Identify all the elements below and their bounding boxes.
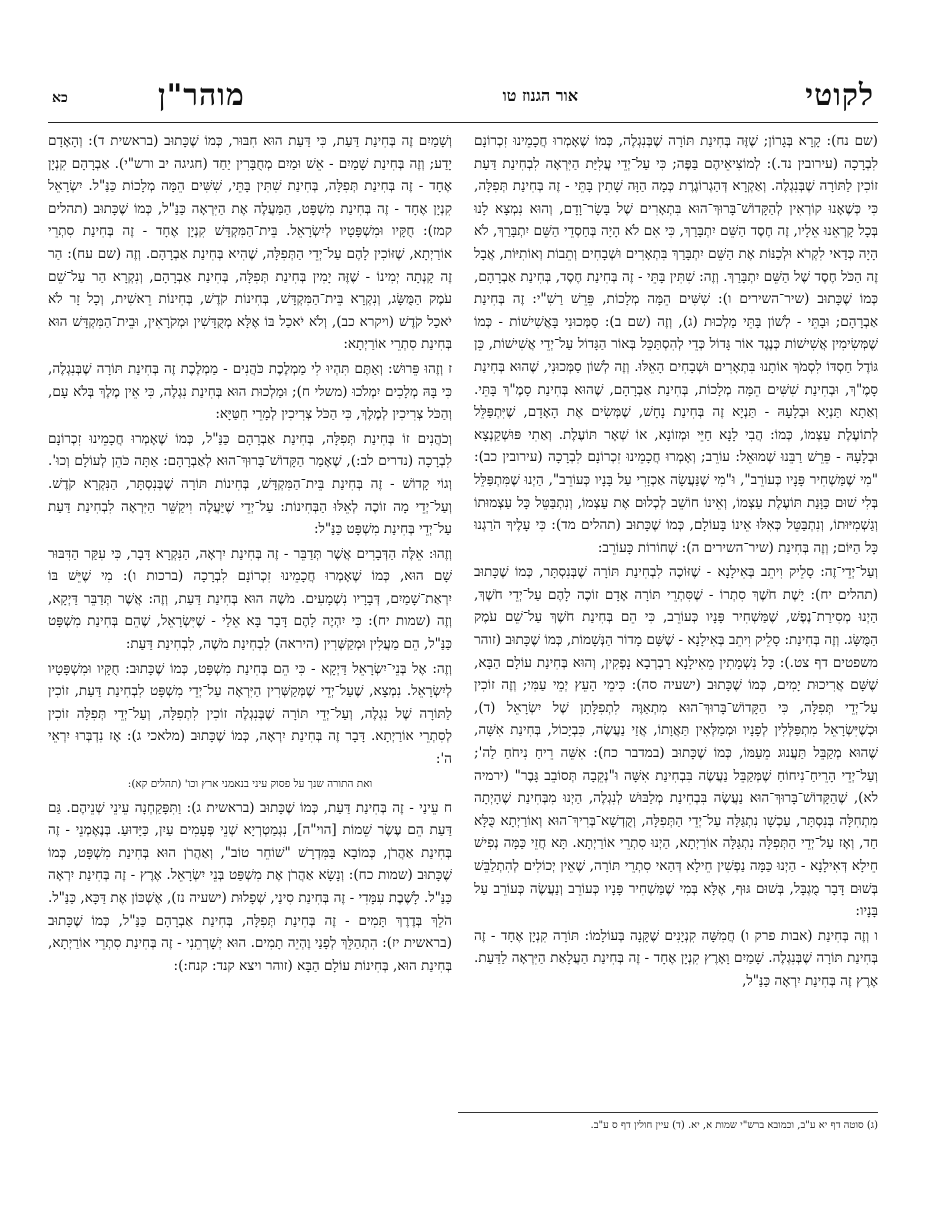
paragraph: וְכֹהֲנִים זוֹ בְּחִינַת תְּפִלָּה, בְּחִינַת אַבְרָהָם כַּנַּ"ל, כְּמוֹ שֶׁאָמְרוּ חֲכָמֵינוּ זִכְרוֹנָם לִבְרָכָה (נדרים לב:), שֶׁאָמַר הַקָּדוֹשׁ־בָּרוּךְ־הוּא לְאַבְרָהָם: אַתָּה כֹּהֵן לְעוֹלָם וְכוּ'. וְגוֹי קָדוֹשׁ - זֶה בְּחִינַת בֵּית־הַמִּקְדָּשׁ, בְּחִינוֹת תּוֹרָה שֶׁבְּנִסְתָּר, הַנִּקְרָא קֹדֶשׁ. וְעַל־יְדֵי מָה זוֹכֶה לְאֵלּוּ הַבְּחִינוֹת: עַל־יְדֵי שֶׁיַּעֲלֶה וִיקַשֵּׁר הַיִּרְאָה לִבְחִינַת דַּעַת עַל־יְדֵי בְּחִינַת מִשְׁפָּט כַּנַּ"ל: — [48, 430, 452, 538]
paragraph: וְזֶהוּ: אֵלֶּה הַדְּבָרִים אֲשֶׁר תְּדַבֵּר - זֶה בְּחִינַת יִרְאָה, הַנִּקְרָא דָּבָר, כִּי עִקַּר הַדִּבּוּר שָׁם הוּא, כְּמוֹ שֶׁאָמְרוּ חֲכָמֵינוּ זִכְרוֹנָם לִבְרָכָה (ברכות ו): מִי שֶׁיֵּשׁ בּוֹ יִרְאַת־שָׁמַיִם, דְּבָרָיו נִשְׁמָעִים. מֹשֶׁה הוּא בְּחִינַת דַּעַת, וְזֶה: אֲשֶׁר תְּדַבֵּר דַּיְקָא, וְזֶה (שמות יח): כִּי יִהְיֶה לָהֶם דָּבָר בָּא אֵלַי - שֶׁיִּשְׂרָאֵל, שֶׁהֵם בְּחִינַת מִשְׁפָּט כַּנַּ"ל, הֵם מַעֲלִין וּמְקַשְּׁרִין (היראה) לִבְחִינַת מֹשֶׁה, לִבְחִינַת דַּעַת: — [48, 545, 452, 653]
footnote-rule — [458, 1112, 878, 1113]
page-header — [48, 78, 878, 118]
paragraph: וְשָׁמַיִם זֶה בְּחִינַת דַּעַת, כִּי דַּעַת הוּא חִבּוּר, כְּמוֹ שֶׁכָּתוּב (בראשית ד): וְהָאָדָם יָדַע; וְזֶה בְּחִינַת שָׁמַיִם - אֵשׁ וּמַיִם מְחֻבָּרִין יַחַד (חגיגה יב ורש"י). אַבְרָהָם קִנְיָן אֶחָד - זֶה בְּחִינַת תְּפִלָּה, בְּחִינַת שִׁתִּין בָּתֵּי, שִׁשִּׁים הֵמָּה מְלָכוֹת כַּנַּ"ל. יִשְׂרָאֵל קִנְיָן אֶחָד - זֶה בְּחִינַת מִשְׁפָּט, הַמַּעֲלֶה אֶת הַיִּרְאָה כַּנַּ"ל, כְּמוֹ שֶׁכָּתוּב (תהלים קמז): חֻקָּיו וּמִשְׁפָּטָיו לְיִשְׂרָאֵל. בֵּית־הַמִּקְדָּשׁ קִנְיָן אֶחָד - זֶה בְּחִינַת סִתְרֵי אוֹרַיְתָא, שֶׁזּוֹכִין לָהֶם עַל־יְדֵי הַתְּפִלָּה, שֶׁהִיא בְּחִינַת אַבְרָהָם. וְזֶה (שם עח): הַר זֶה קָנְתָה יְמִינוֹ - שֶׁזֶּה יָמִין בְּחִינַת תְּפִלָּה, בְּחִינַת אַבְרָהָם, וְנִקְרָא הַר עַל־שֵׁם עֹמֶק הַמֻּשָּׂג, וְנִקְרָא בֵּית־הַמִּקְדָּשׁ, בְּחִינוֹת קֹדֶשׁ, בְּחִינוֹת רֵאשִׁית, וְכָל זָר לֹא יֹאכַל קֹדֶשׁ (ויקרא כב), וְלֹא יֹאכַל בּוֹ אֶלָּא מְקֻדָּשִׁין וּמְקֹרָאִין, וּבֵית־הַמִּקְדָּשׁ הוּא בְּחִינַת סִתְרֵי אוֹרַיְתָא: — [48, 133, 452, 353]
text-columns — [48, 130, 878, 1090]
header-rule — [48, 122, 878, 123]
footnotes: (ג) סוטה דף יא ע"ב, וכמובא ברש"י שמות א, יא. (ד) עיין חולין דף ס ע"ב. — [590, 1120, 878, 1131]
paragraph: וְעַל־יְדֵי־זֶה: סָלֵיק וִיתֵב בְּאִילָנָא - שֶׁזּוֹכֶה לִבְחִינַת תּוֹרָה שֶׁבְּנִסְתָּר, כְּמוֹ שֶׁכָּתוּב (תהלים יח): יָשֶׁת חֹשֶׁךְ סִתְרוֹ - שֶׁסִּתְרֵי תּוֹרָה אָדָם זוֹכֶה לָהֶם עַל־יְדֵי חֹשֶׁךְ, הַיְנוּ מְסִירַת־נֶפֶשׁ, שֶׁמַּשְׁחִיר פָּנָיו כְּעוֹרֵב, כִּי הֵם בְּחִינַת חֹשֶׁךְ עַל־שֵׁם עֹמֶק הַמֻּשָּׂג. וְזֶה בְּחִינַת: סָלֵיק וִיתֵב בְּאִילָנָא - שֶׁשָּׁם מָדוֹר הַנְּשָׁמוֹת, כְּמוֹ שֶׁכָּתוּב (זוהר משפטים דף צט.): כָּל נִשְׁמָתִין מֵאִילָנָא רַבְרְבָא נָפְקִין, וְהוּא בְּחִינַת עוֹלָם הַבָּא, שֶׁשָּׁם אֲרִיכוּת יָמִים, כְּמוֹ שֶׁכָּתוּב (ישעיה סה): כִּימֵי הָעֵץ יְמֵי עַמִּי; וְזֶה זוֹכִין עַל־יְדֵי תְּפִלָּה, כִּי הַקָּדוֹשׁ־בָּרוּךְ־הוּא מִתְאַוֶּה לִתְפִלָּתָן שֶׁל יִשְׂרָאֵל (ד), וּכְשֶׁיִּשְׂרָאֵל מִתְפַּלְּלִין לְפָנָיו וּמְמַלְּאִין תַּאֲוָתוֹ, אֲזַי נַעֲשֶׂה, כִּבְיָכוֹל, בְּחִינַת אִשָּׁה, שֶׁהוּא מְקַבֵּל תַּעֲנוּג מֵעַמּוֹ, כְּמוֹ שֶׁכָּתוּב (במדבר כח): אִשֵּׁה רֵיחַ נִיחֹחַ לַה'; וְעַל־יְדֵי הָרֵיחַ־נִיחוֹחַ שֶׁמְּקַבֵּל נַעֲשֶׂה בִּבְחִינַת אִשָּׁה וּ"נְקֵבָה תְּסוֹבֵב גָּבֶר" (ירמיה לא), שֶׁהַקָּדוֹשׁ־בָּרוּךְ־הוּא נַעֲשֶׂה בִּבְחִינַת מְלַבּוּשׁ לְנִגְלֶה, הַיְנוּ מִבְּחִינַת שֶׁהָיְתָה מִתְחִלָּה בְּנִסְתָּר, עַכְשָׁו נִתְגַּלָּה עַל־יְדֵי הַתְּפִלָּה, וְקֻדְשָׁא־בְּרִיךְ־הוּא וְאוֹרַיְתָא כֻּלָּא חַד, וְאָז עַל־יְדֵי הַתְּפִלָּה נִתְגַּלָּה אוֹרַיְתָא, הַיְנוּ סִתְרֵי אוֹרַיְתָא. תָּא חֲזֵי כַּמָּה נְפִישׁ חֵילָא דְּאִילָנָא - הַיְנוּ כַּמָּה נַפְשִׁין חֵילָא דְּהַאי סִתְרֵי תּוֹרָה, שֶׁאֵין יְכוֹלִים לְהִתְלַבֵּשׁ בְּשׁוּם דָּבָר מֻגְבָּל, בְּשׁוּם גּוּף, אֶלָּא בְּמִי שֶׁמַּשְׁחִיר פָּנָיו כְּעוֹרֵב וְנַעֲשֶׂה כְּעוֹרֵב עַל בָּנָיו: — [474, 564, 878, 920]
running-head: אור הגנוז טו — [502, 86, 578, 105]
paragraph: (שם נח): קָרָא בְּגָרוֹן; שֶׁזֶּה בְּחִינַת תּוֹרָה שֶׁבְּנִגְלֶה, כְּמוֹ שֶׁאָמְרוּ חֲכָמֵינוּ זִכְרוֹנָם לִבְרָכָה (עירובין נד.): לְמוֹצִיאֵיהֶם בַּפֶּה; כִּי עַל־יְדֵי עֲלִיַּת הַיִּרְאָה לִבְחִינַת דַּעַת זוֹכִין לַתּוֹרָה שֶׁבְּנִגְלֶה. וְאַקְרָא דְּהַגְרוֹגֶרֶת כְּמָה הַוָּה שָׁתִין בָּתֵּי - זֶה בְּחִינַת תְּפִלָּה, כִּי כְּשֶׁאָנוּ קוֹרְאִין לְהַקָּדוֹשׁ־בָּרוּךְ־הוּא בִּתְאָרִים שֶׁל בָּשָׂר־וָדָם, וְהוּא נִמְצָא לָנוּ בְּכָל קָרְאֵנוּ אֵלָיו, זֶה חֶסֶד הַשֵּׁם יִתְבָּרַךְ, כִּי אִם לֹא הָיָה בְּחַסְדֵי הַשֵּׁם יִתְבָּרַךְ, לֹא הָיָה כְּדַאי לִקְרֹא וּלְכַנּוֹת אֶת הַשֵּׁם יִתְבָּרַךְ בִּתְאָרִים וּשְׁבָחִים וְתֵבוֹת וְאוֹתִיּוֹת, אֲבָל זֶה הַכֹּל חֶסֶד שֶׁל הַשֵּׁם יִתְבָּרַךְ. וְזֶה: שִׁתִּין בָּתֵּי - זֶה בְּחִינַת חֶסֶד, בְּחִינַת אַבְרָהָם, כְּמוֹ שֶׁכָּתוּב (שיר־השירים ו): שִׁשִּׁים הֵמָּה מְלָכוֹת, פֵּרֵשׁ רַשִׁ"י: זֶה בְּחִינַת אַבְרָהָם; וּבָתֵּי - לְשׁוֹן בָּתֵּי מַלְכוּת (ג), וְזֶה (שם ב): סַמְּכוּנִי בָּאֲשִׁישׁוֹת - כְּמוֹ שֶׁמְּשִׂימִין אֲשִׁישׁוֹת כְּנֶגֶד אוֹר גָּדוֹל כְּדֵי לְהִסְתַּכֵּל בְּאוֹר הַגָּדוֹל עַל־יְדֵי אֲשִׁישׁוֹת, כֵּן גּוֹדֶל חַסְדּוֹ לִסְמֹךְ אוֹתָנוּ בִּתְאָרִים וּשְׁבָחִים הָאֵלּוּ. וְזֶה לְשׁוֹן סַמְּכוּנִי, שֶׁהוּא בְּחִינַת סָמֶ"ךְ, וּבְחִינַת שִׁשִּׁים הֵמָּה מְלָכוֹת, בְּחִינַת אַבְרָהָם, שֶׁהוּא בְּחִינַת סָמֶ"ךְ בָּתֵּי. וְאַתָא תַּנְיָא וּבְלָעָהּ - תַּנְיָא זֶה בְּחִינַת נָחָשׁ, שֶׁמְּשִׂים אֶת הָאָדָם, שֶׁיִּתְפַּלֵּל לְתוֹעֶלֶת עַצְמוֹ, כְּמוֹ: הֲבִי לָנָא חַיֵּי וּמְזוֹנָא, אוֹ שְׁאָר תּוֹעֶלֶת. וְאַתִי פּוּשְׁקַנְצָא וּבְלָעָהּ - פֵּרֵשׁ רַבֵּנוּ שְׁמוּאֵל: עוֹרֵב; וְאָמְרוּ חֲכָמֵינוּ זִכְרוֹנָם לִבְרָכָה (עירובין כב): "מִי שֶׁמַּשְׁחִיר פָּנָיו כְּעוֹרֵב", וּ"מִי שֶׁנַּעֲשָׂה אַכְזָרִי עַל בָּנָיו כְּעוֹרֵב", הַיְנוּ שֶׁמִּתְפַּלֵּל בְּלִי שׁוּם כַּוָּנַת תּוֹעֶלֶת עַצְמוֹ, וְאֵינוֹ חוֹשֵׁב לְכְלוּם אֶת עַצְמוֹ, וְנִתְבַּטֵּל כָּל עַצְמוּתוֹ וְגַשְׁמִיּוּתוֹ, וְנִתְבַּטֵּל כְּאִלּוּ אֵינוֹ בָּעוֹלָם, כְּמוֹ שֶׁכָּתוּב (תהלים מד): כִּי עָלֶיךָ הֹרַגְנוּ כָּל הַיּוֹם; וְזֶה בְּחִינַת (שיר־השירים ה): שְׁחוֹרוֹת כָּעוֹרֵב: — [474, 133, 878, 556]
paragraph: וְזֶה: אֶל בְּנֵי־יִשְׂרָאֵל דַּיְקָא - כִּי הֵם בְּחִינַת מִשְׁפָּט, כְּמוֹ שֶׁכָּתוּב: חֻקָּיו וּמִשְׁפָּטָיו לְיִשְׂרָאֵל. נִמְצָא, שֶׁעַל־יְדֵי שֶׁמְּקַשְּׁרִין הַיִּרְאָה עַל־יְדֵי מִשְׁפָּט לִבְחִינַת דַּעַת, זוֹכִין לַתּוֹרָה שֶׁל נִגְלֶה, וְעַל־יְדֵי תּוֹרָה שֶׁבְּנִגְלֶה זוֹכִין לִתְפִלָּה, וְעַל־יְדֵי תְּפִלָּה זוֹכִין לְסִתְרֵי אוֹרַיְתָא. דָּבָר זֶה בְּחִינַת יִרְאָה, כְּמוֹ שֶׁכָּתוּב (מלאכי ג): אָז נִדְבְּרוּ יִרְאֵי ה': — [48, 660, 452, 768]
section-heading: ואת התורה שנך על פסוק עיני בנאמני ארץ וכו' (תהלים קא): — [127, 777, 373, 790]
book-title-left: מוהר"ן — [158, 78, 245, 113]
book-title-right: לקוטי — [805, 78, 874, 113]
right-column — [474, 130, 878, 1090]
paragraph: ו וְזֶה בְּחִינַת (אבות פרק ו) חֲמִשָּׁה קִנְיָנִים שֶׁקָּנָה בְּעוֹלָמוֹ: תּוֹרָה קִנְיָן אֶחָד - זֶה בְּחִינַת תּוֹרָה שֶׁבְּנִגְלֶה. שָׁמַיִם וָאָרֶץ קִנְיָן אֶחָד - זֶה בְּחִינַת הַעֲלָאַת הַיִּרְאָה לַדַּעַת. אֶרֶץ זֶה בְּחִינַת יִרְאָה כַּנַּ"ל, — [474, 927, 878, 989]
paragraph: ז וְזֶהוּ פֵּרוּשׁ: וְאַתֶּם תִּהְיוּ לִי מַמְלֶכֶת כֹּהֲנִים - מַמְלֶכֶת זֶה בְּחִינַת תּוֹרָה שֶׁבְּנִגְלֶה, כִּי בָּהּ מְלָכִים יִמְלֹכוּ (משלי ח); וּמַלְכוּת הוּא בְּחִינַת נִגְלֶה, כִּי אֵין מֶלֶךְ בְּלֹא עָם, וְהַכֹּל צְרִיכִין לְמֶלֶךְ, כִּי הַכֹּל צְרִיכִין לְמָרֵי חִטַּיָּא: — [48, 360, 452, 423]
paragraph: ח עֵינַי - זֶה בְּחִינַת דַּעַת, כְּמוֹ שֶׁכָּתוּב (בראשית ג): וַתִּפָּקַחְנָה עֵינֵי שְׁנֵיהֶם. גַּם דַּעַת הֵם עֶשֶׂר שֵׁמוֹת [הוי"ה], נִגְמַטְרְיָא שְׁנֵי פְּעָמִים עַיִן, כַּיָּדוּעַ. בְּנֶאֶמְנֵי - זֶה בְּחִינַת אַהֲרֹן, כְּמוֹבָא בַּמִּדְרָשׁ "שׁוֹחֵר טוֹב", וְאַהֲרֹן הוּא בְּחִינַת מִשְׁפָּט, כְּמוֹ שֶׁכָּתוּב (שמות כח): וְנָשָׂא אַהֲרֹן אֶת מִשְׁפַּט בְּנֵי יִשְׂרָאֵל. אֶרֶץ - זֶה בְּחִינַת יִרְאָה כַּנַּ"ל. לָשֶׁבֶת עִמָּדִי - זֶה בְּחִינַת סִינַי, שְׁפָלוּת (ישעיה נז), אֶשְׁכּוֹן אֶת דַּכָּא, כַּנַּ"ל. הֹלֵךְ בְּדֶרֶךְ תָּמִים - זֶה בְּחִינַת תְּפִלָּה, בְּחִינַת אַבְרָהָם כַּנַּ"ל, כְּמוֹ שֶׁכָּתוּב (בראשית יז): הִתְהַלֵּךְ לְפָנַי וֶהְיֵה תָמִים. הוּא יְשָׁרְתֵנִי - זֶה בְּחִינַת סִתְרֵי אוֹרַיְתָא, בְּחִינַת הוּא, בְּחִינוֹת עוֹלָם הַבָּא (זוהר ויצא קנד: קנח:): — [48, 799, 452, 974]
left-column — [48, 130, 452, 1090]
page-number: כא — [52, 90, 68, 106]
